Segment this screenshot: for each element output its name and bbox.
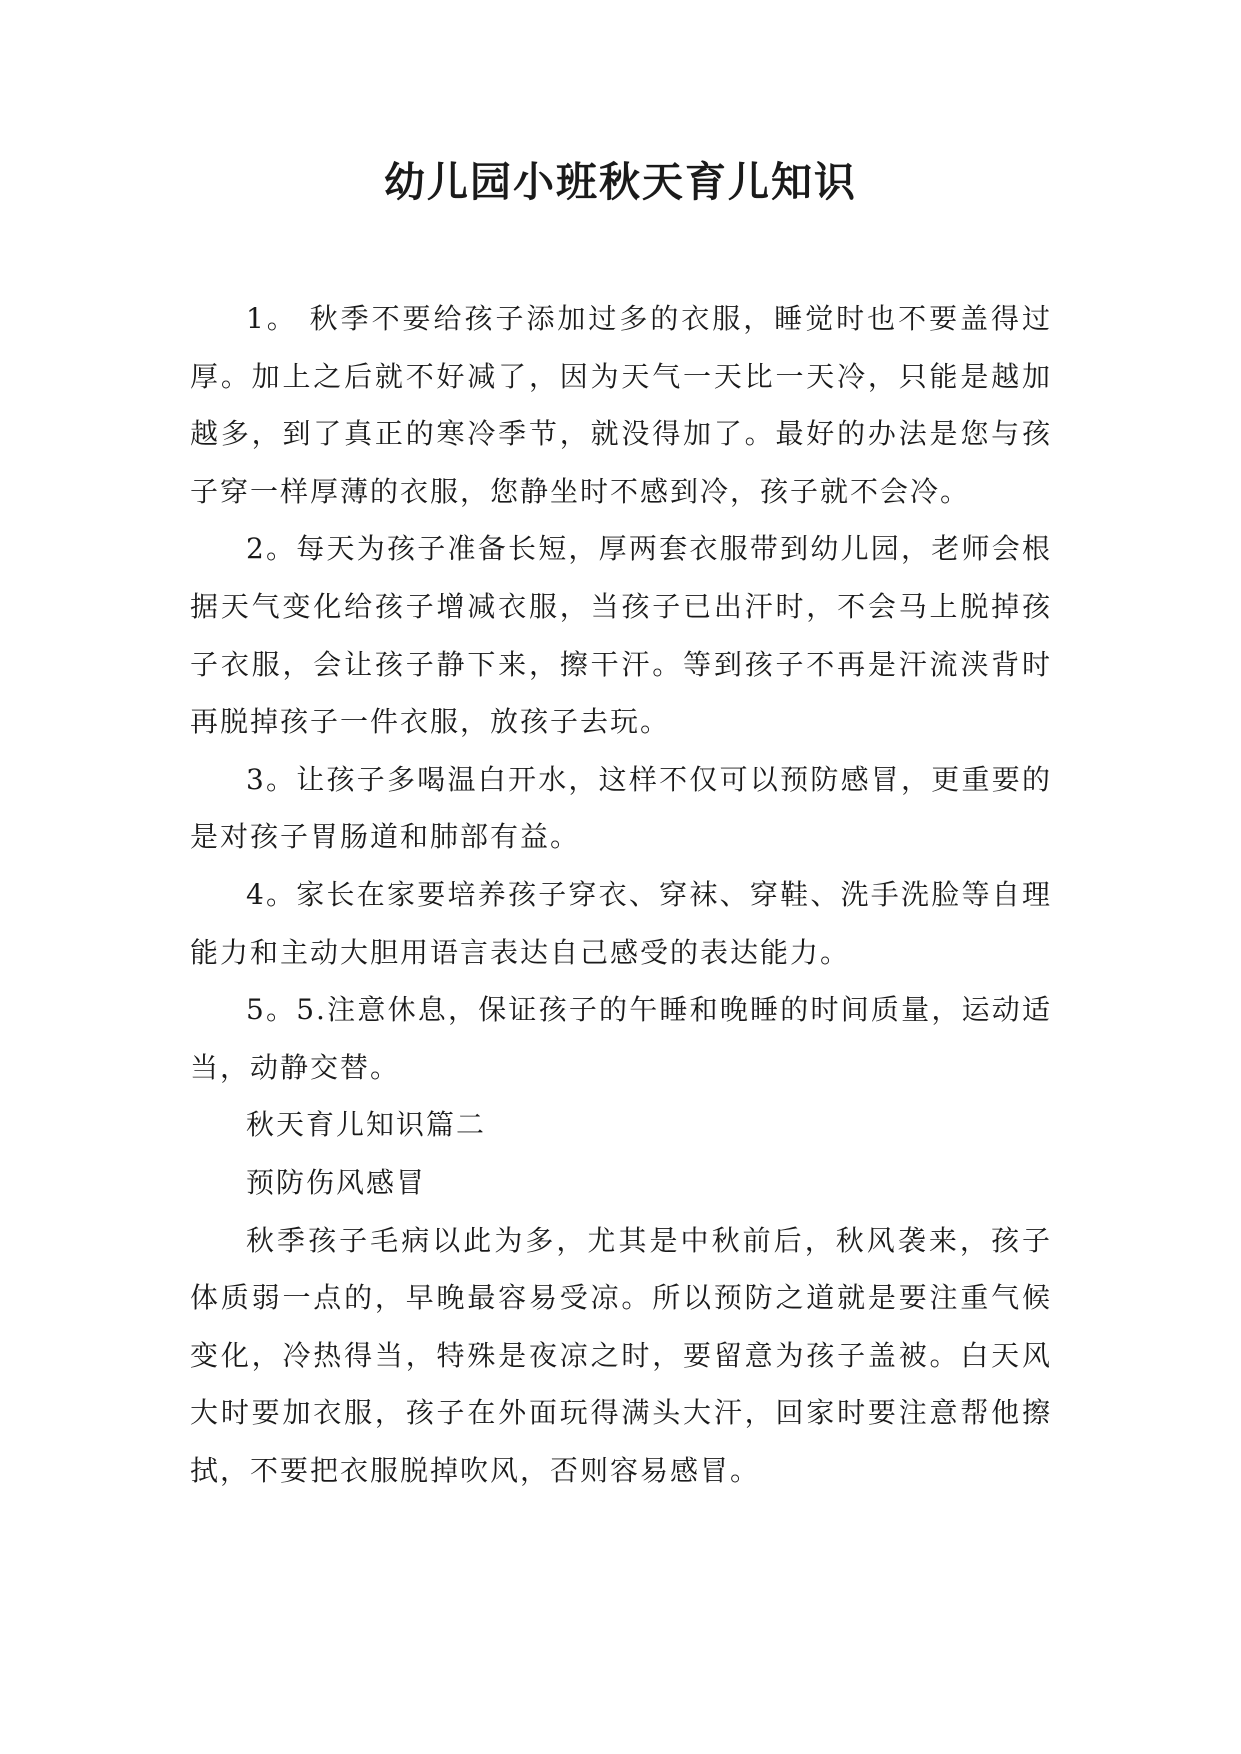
paragraph-3: 3。让孩子多喝温白开水，这样不仅可以预防感冒，更重要的是对孩子胃肠道和肺部有益。 xyxy=(190,762,1052,854)
paragraph-4: 4。家长在家要培养孩子穿衣、穿袜、穿鞋、洗手洗脸等自理能力和主动大胆用语言表达自己感受的表达能力。 xyxy=(190,877,1052,969)
subsection-heading: 预防伤风感冒 xyxy=(246,1165,427,1199)
paragraph-2: 2。每天为孩子准备长短，厚两套衣服带到幼儿园，老师会根据天气变化给孩子增减衣服，当孩子已出汗时，不会马上脱掉孩子衣服，会让孩子静下来，擦干汗。等到孩子不再是汗流浃背时再脱掉孩子一件衣服，放孩子去玩。 xyxy=(190,532,1052,739)
document-body xyxy=(190,290,1052,1499)
paragraph-1: 1。 秋季不要给孩子添加过多的衣服，睡觉时也不要盖得过厚。加上之后就不好减了，因为天气一天比一天冷，只能是越加越多，到了真正的寒冷季节，就没得加了。最好的办法是您与孩子穿一样厚薄的衣服，您静坐时不感到冷，孩子就不会冷。 xyxy=(190,302,1052,508)
paragraph-6: 秋季孩子毛病以此为多，尤其是中秋前后，秋风袭来，孩子体质弱一点的，早晚最容易受凉。所以预防之道就是要注重气候变化，冷热得当，特殊是夜凉之时，要留意为孩子盖被。白天风大时要加衣服，孩子在外面玩得满头大汗，回家时要注意帮他擦拭，不要把衣服脱掉吹风，否则容易感冒。 xyxy=(190,1223,1052,1487)
section-heading: 秋天育儿知识篇二 xyxy=(246,1108,487,1142)
page-title: 幼儿园小班秋天育儿知识 xyxy=(384,158,857,206)
paragraph-5: 5。5.注意休息，保证孩子的午睡和晚睡的时间质量，运动适当，动静交替。 xyxy=(190,993,1052,1084)
